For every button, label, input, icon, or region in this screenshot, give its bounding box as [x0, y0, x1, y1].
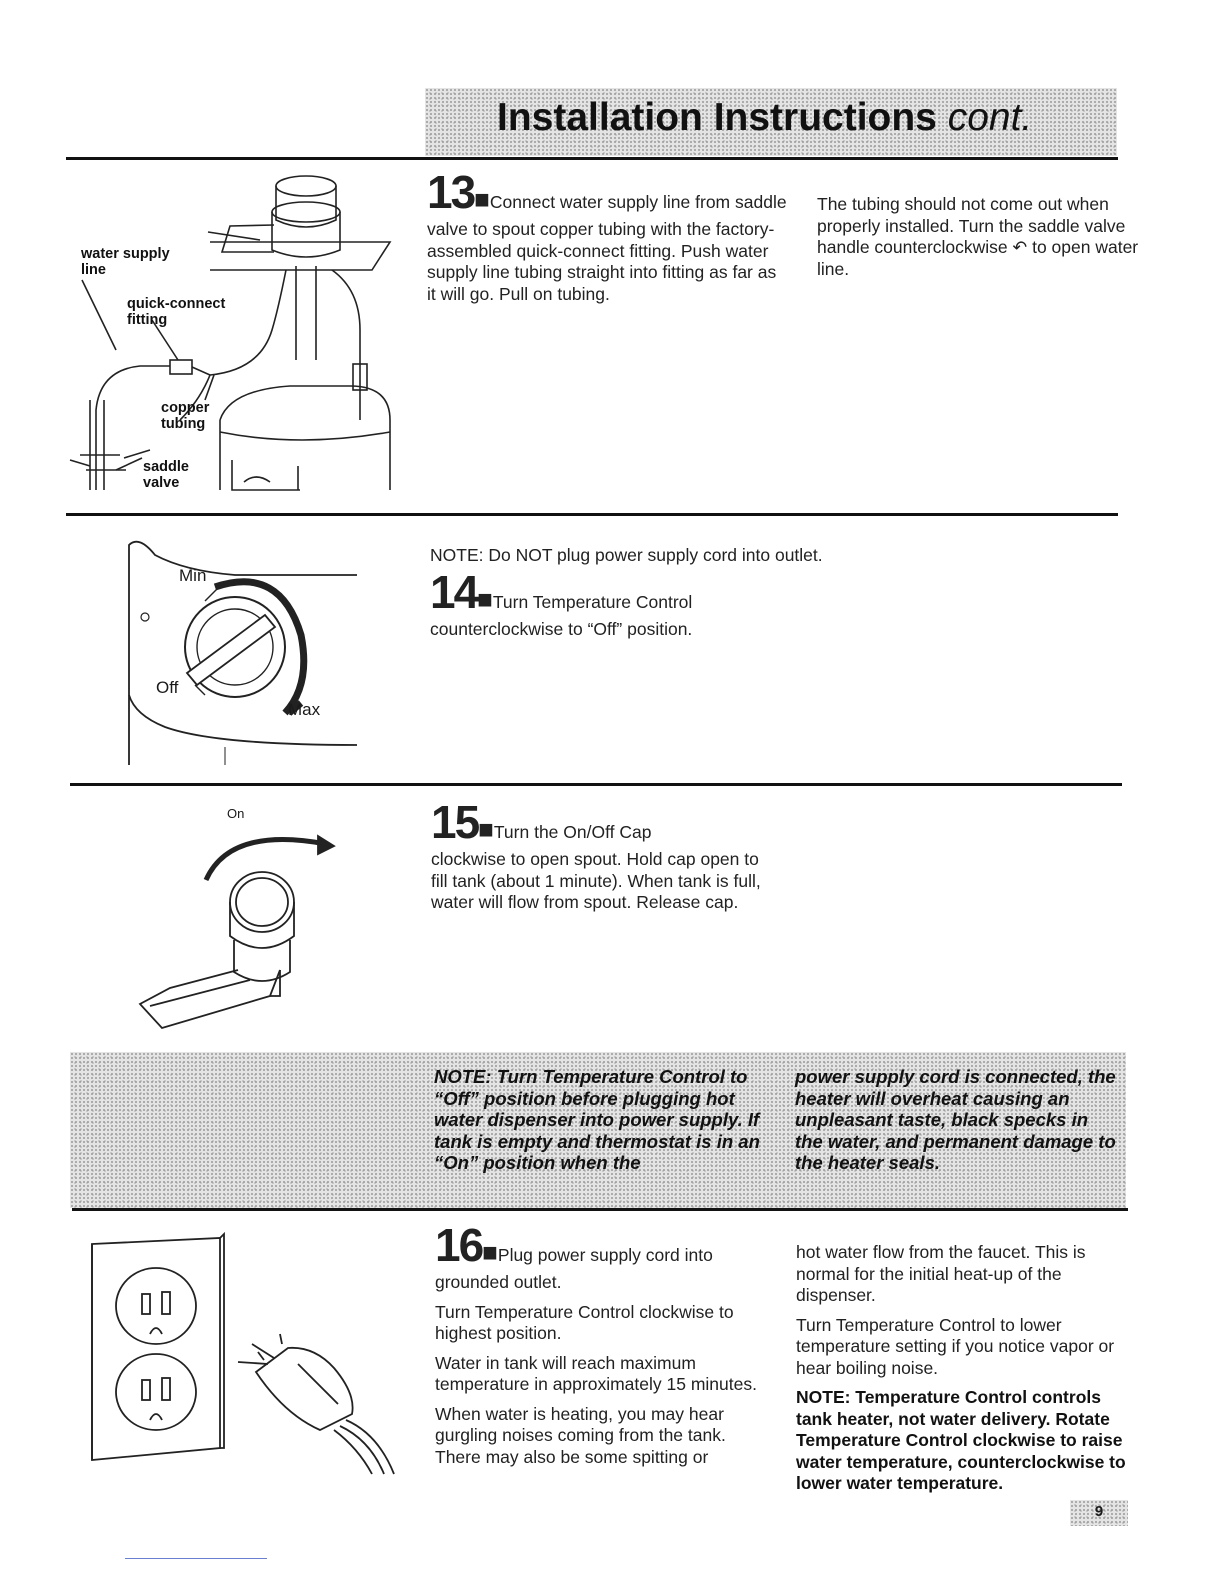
- warning-col1: NOTE: Turn Temperature Control to “Off” position before plugging hot water dispenser into power supply. If tank is empty and thermostat is in an “On” position when the: [434, 1066, 760, 1173]
- label-quick-connect: quick-connect: [127, 296, 226, 312]
- step16-col1: 16■Plug power supply cord into grounded outlet. Turn Temperature Control clockwise to highest position. Water in tank will reach maximum temperature in approximately 15 minutes. When water is heating, you may hear gurgling noises coming from the tank. There may also be some spitting or: [435, 1225, 770, 1468]
- step16-col2: [796, 1242, 1126, 1495]
- counterclockwise-arrow-icon: ↶: [1012, 237, 1028, 257]
- header-rule: [66, 157, 1118, 160]
- temperature-dial-illustration: [125, 535, 365, 765]
- step14-number: 14: [430, 566, 478, 618]
- label-saddle: saddle: [143, 459, 189, 475]
- label-tubing: tubing: [161, 416, 206, 432]
- dial-label-off: Off: [156, 678, 179, 697]
- step16-p4: When water is heating, you may hear gurgling noises coming from the tank. There may also be some spitting or: [435, 1403, 726, 1467]
- bottom-underline: [125, 1558, 267, 1559]
- step16-p3: Water in tank will reach maximum temperature in approximately 15 minutes.: [435, 1352, 757, 1394]
- step14-line1: Turn Temperature Control: [492, 592, 693, 612]
- step16-number: 16: [435, 1219, 483, 1271]
- faucet-installation-illustration: [60, 170, 390, 490]
- step13-col2: [817, 194, 1162, 280]
- cap-label-on: On: [227, 806, 245, 821]
- step13-col2-b: to open water line.: [817, 237, 1139, 279]
- step16-c2p1: hot water flow from the faucet. This is normal for the initial heat-up of the dispenser.: [796, 1242, 1086, 1305]
- section-rule-3: [72, 1208, 1128, 1211]
- label-valve: valve: [143, 475, 180, 491]
- label-fitting: fitting: [127, 312, 168, 328]
- step16-line1: Plug power supply cord into: [497, 1245, 713, 1265]
- label-copper: copper: [161, 400, 210, 416]
- step14-text: 14■Turn Temperature Control counterclockwise to “Off” position.: [430, 566, 693, 639]
- step16-line2: grounded outlet.: [435, 1272, 562, 1292]
- label-water-supply: water supply: [81, 246, 170, 262]
- spout-cap-illustration: [130, 820, 350, 1035]
- step16-p2: Turn Temperature Control clockwise to highest position.: [435, 1301, 734, 1343]
- page-number: 9: [1094, 1503, 1104, 1520]
- step15-line1: Turn the On/Off Cap: [493, 822, 652, 842]
- step15-number: 15: [431, 796, 479, 848]
- step13-col1: Connect water supply line from saddle valve to spout copper tubing with the factory-assembled quick-connect fitting. Push water supply line tubing straight into fitting as far as it will go. Pull on tubing.: [427, 192, 787, 304]
- step14-line2: counterclockwise to “Off” position.: [430, 619, 693, 639]
- step16-c2p2: Turn Temperature Control to lower temperature setting if you notice vapor or hear boiling noise.: [796, 1314, 1115, 1378]
- page-title: [497, 96, 1032, 140]
- step13-number: 13: [427, 166, 475, 218]
- page-title-cont: cont.: [947, 96, 1033, 139]
- label-line: line: [81, 262, 106, 278]
- step15-rest: clockwise to open spout. Hold cap open to fill tank (about 1 minute). When tank is full, water will flow from spout. Release cap.: [431, 849, 761, 912]
- section-rule-2: [70, 783, 1122, 786]
- outlet-and-plug-illustration: [88, 1234, 408, 1474]
- page-title-main: Installation Instructions: [497, 96, 937, 139]
- step15-text: 15■Turn the On/Off Cap clockwise to open spout. Hold cap open to fill tank (about 1 minute). When tank is full, water will flow from spout. Release cap.: [431, 796, 761, 912]
- step14-note: NOTE: Do NOT plug power supply cord into outlet.: [430, 545, 823, 565]
- section-rule: [66, 513, 1118, 516]
- step13-text: 13■Connect water supply line from saddle valve to spout copper tubing with the factory-assembled quick-connect fitting. Push water supply line tubing straight into fitting as far as it will go. Pull on tubing.: [427, 166, 787, 304]
- warning-col2: power supply cord is connected, the heater will overheat causing an unpleasant taste, black specks in the water, and permanent damage to the heater seals.: [795, 1066, 1116, 1173]
- dial-label-min: Min: [179, 566, 207, 585]
- step16-c2p3: NOTE: Temperature Control controls tank heater, not water delivery. Rotate Temperature Control clockwise to raise water temperature, counterclockwise to lower water temperature.: [796, 1387, 1126, 1493]
- dial-label-max: Max: [288, 700, 321, 719]
- step13-col2-a: The tubing should not come out when properly installed. Turn the saddle valve handle counterclockwise: [817, 194, 1126, 257]
